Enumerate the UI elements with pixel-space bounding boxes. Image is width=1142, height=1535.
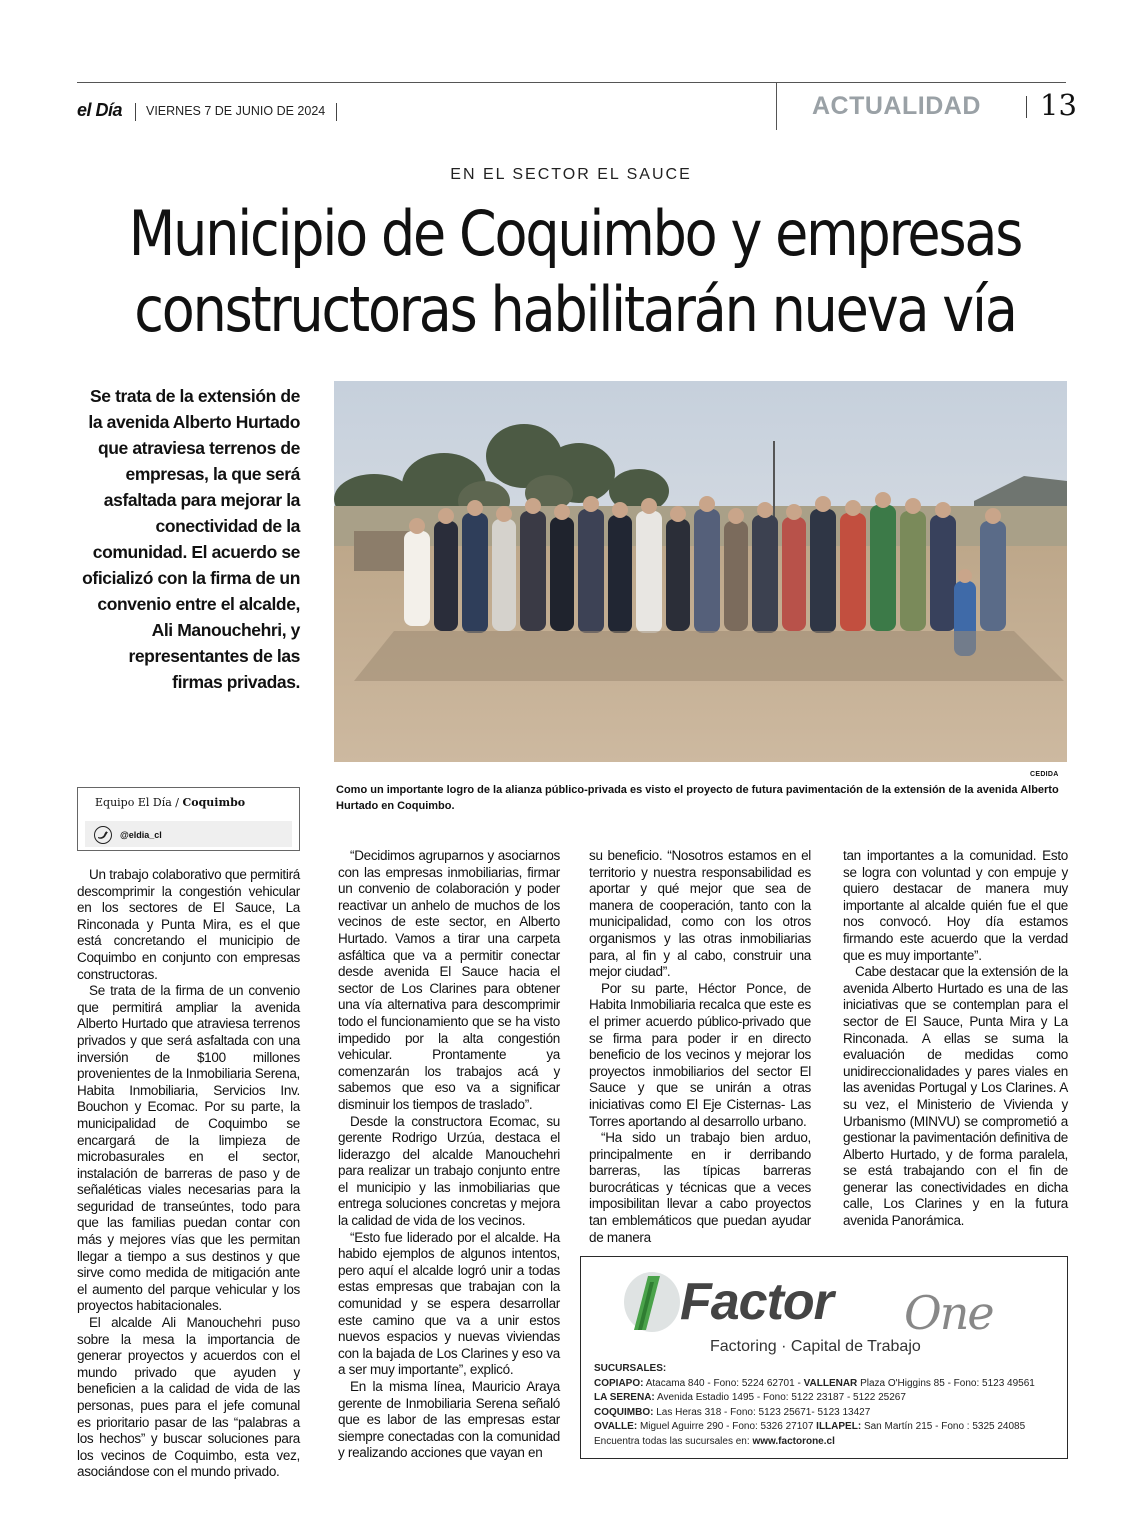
factor-one-logo-icon xyxy=(614,1268,684,1343)
article-column-4 xyxy=(843,848,1068,1230)
paragraph: Un trabajo colaborativo que permitirá descomprimir la congestión vehicular en los sectores de El Sauce, La Rinconada y Punta Mira, es el que está concretando el municipio de Coquimbo en conjunto con empresas constructoras. xyxy=(77,867,300,982)
paragraph: Por su parte, Héctor Ponce, de Habita Inmobiliaria recalca que este es el primer acuerdo público-privado que se firma para poder ir en directo beneficio de los vecinos y mejorar los proyectos inmobiliarios del sector El Sauce y que se unirán a otras iniciativas como El Eje Cisternas- Las Torres aportando al desarrollo urbano. xyxy=(589,980,811,1129)
headline-line: Municipio de Coquimbo y empresas xyxy=(128,197,1022,270)
byline-team: Equipo El Día / xyxy=(95,796,179,809)
headline-line: constructoras habilitarán nueva vía xyxy=(134,273,1016,346)
social-strip xyxy=(85,821,292,847)
header-divider xyxy=(336,103,337,121)
article-photo xyxy=(334,381,1067,762)
ad-logo-secondary: One xyxy=(904,1286,993,1340)
header-rule xyxy=(77,82,1066,83)
twitter-icon xyxy=(94,826,112,844)
branch-city: VALLENAR xyxy=(803,1377,858,1389)
ad-branches xyxy=(594,1362,1054,1450)
paragraph: tan importantes a la comunidad. Esto se logra con voluntad y con empuje y quiero destacar de manera muy importante al alcalde quién fue el que nos convocó. Hoy día estamos firmando este acuerdo que la verdad que es muy importante”. xyxy=(843,848,1068,963)
branch-info: Plaza O'Higgins 85 - Fono: 5123 49561 xyxy=(860,1377,1035,1389)
paragraph: su beneficio. “Nosotros estamos en el territorio y nuestra responsabilidad es aportar y qué mejor que sea de manera de cooperación, tanto con la municipalidad, como con los otros organismos y las otras inmobiliarias para, al fin y al cabo, construir una mejor ciudad”. xyxy=(589,848,811,980)
paragraph: Desde la constructora Ecomac, su gerente Rodrigo Urzúa, destaca el liderazgo del alcalde Manouchehri para realizar un trabajo conjunto entre el municipio y las inmobiliarias que entrega soluciones concretas y mejora la calidad de vida de los vecinos. xyxy=(338,1113,560,1229)
paragraph: Cabe destacar que la extensión de la avenida Alberto Hurtado es una de las iniciativas que se contemplan para el sector de El Sauce, Punta Mira y La Rinconada. A ellas se suma la evaluación de medidas como unidireccionalidades y pares viales en las avenidas Portugal y Los Clarines. A su vez, el Ministerio de Vivienda y Urbanismo (MINVU) se comprometió a gestionar la pavimentación definitiva de Alberto Hurtado, y de forma paralela, se está trabajando con el fin de generar las conectividades en dicha calle, Los Clarines y en la futura avenida Panorámica. xyxy=(843,964,1068,1229)
branch-city: COQUIMBO: xyxy=(594,1406,654,1418)
article-headline xyxy=(127,196,1023,348)
byline xyxy=(95,796,245,809)
article-column-2 xyxy=(338,848,560,1462)
article-lead: Se trata de la extensión de la avenida Alberto Hurtado que atraviesa terrenos de empresas, la que será asfaltada para mejorar la conectividad de la comunidad. El acuerdo se oficializó con la firma de un convenio entre el alcalde, Ali Manouchehri, y representantes de las firmas privadas. xyxy=(82,386,300,692)
issue-date: VIERNES 7 DE JUNIO DE 2024 xyxy=(146,104,326,118)
article-column-3 xyxy=(589,848,811,1246)
paragraph: Se trata de la firma de un convenio que permitirá ampliar la avenida Alberto Hurtado que atraviesa terrenos privados y que será asfaltada con una inversión de $100 millones provenientes de la Inmobiliaria Serena, Habita Inmobiliaria, Servicios Inv. Bouchon y Ecomac. Por su parte, la municipalidad de Coquimbo se encargará de la limpieza de microbasurales en el sector, instalación de barreras de paso y de señaléticas viales necesarias para la seguridad de transeúntes, todo para que las familias puedan contar con más y mejores vías que les permitan llegar a tiempo a sus destinos y que sirve como medida de mitigación ante el aumento del parque vehicular y los proyectos habitacionales. xyxy=(77,983,300,1314)
byline-city: Coquimbo xyxy=(182,796,246,809)
branch-city: ILLAPEL: xyxy=(816,1421,862,1433)
section-name: ACTUALIDAD xyxy=(812,92,981,120)
newspaper-brand: el Día xyxy=(77,100,123,120)
paragraph: El alcalde Ali Manouchehri puso sobre la mesa la importancia de generar proyectos y acuerdos con el mundo privado que ayuden y beneficien a la calidad de vida de las personas, pues para el jefe comunal es prioritario pasar de las “palabras a los hechos” y buscar soluciones para los vecinos de Coquimbo, esta vez, asociándose con el mundo privado. xyxy=(77,1315,300,1480)
article-column-1 xyxy=(77,867,300,1481)
header-divider xyxy=(1026,96,1027,118)
branch-info: Avenida Estadio 1495 - Fono: 5122 23187 - 5122 25267 xyxy=(656,1392,906,1404)
header-divider xyxy=(135,103,136,121)
group-photo-illustration xyxy=(334,381,1067,762)
branch-city: COPIAPO: xyxy=(594,1377,644,1389)
branch-info: Miguel Aguirre 290 - Fono: 5326 27107 xyxy=(639,1421,814,1433)
branch-info: Las Heras 318 - Fono: 5123 25671- 5123 13427 xyxy=(656,1406,871,1418)
ad-website-link[interactable]: www.factorone.cl xyxy=(752,1435,835,1447)
paragraph: “Esto fue liderado por el alcalde. Ha habido ejemplos de algunos intentos, pero aquí el alcalde logró unir a todas estas empresas que trabajan con la comunidad y se espera desarrollar este camino que va a unir estos nuevos espacios y nuevas viviendas con la bajada de Los Clarines y eso va a ser muy importante”, explicó. xyxy=(338,1229,560,1378)
page-number: 13 xyxy=(1040,88,1077,122)
branch-info: Atacama 840 - Fono: 5224 62701 - xyxy=(645,1377,801,1389)
paragraph: “Decidimos agruparnos y asociarnos con las empresas inmobiliarias, firmar un convenio de colaboración y poder reactivar un anhelo de muchos de los vecinos de este sector, en Alberto Hurtado. Vamos a tirar una carpeta asfáltica que va a permitir conectar desde avenida El Sauce hacia el sector de Los Clarines para obtener una vía alternativa para descomprimir todo el funcionamiento que se ha visto impedido por la alta congestión vehicular. Prontamente ya comenzarán los trabajos acá y sabemos que eso va a significar disminuir los tiempos de traslado”. xyxy=(338,848,560,1112)
ad-heading: SUCURSALES: xyxy=(594,1363,667,1374)
photo-caption: Como un importante logro de la alianza público-privada es visto el proyecto de futura pavimentación de la extensión de la avenida Alberto Hurtado en Coquimbo. xyxy=(336,784,1059,812)
ad-logo-text: Factor xyxy=(680,1273,833,1331)
ad-tagline: Factoring · Capital de Trabajo xyxy=(710,1338,921,1355)
branch-city: OVALLE: xyxy=(594,1421,638,1433)
paragraph: En la misma línea, Mauricio Araya gerente de Inmobiliaria Serena señaló que es labor de las empresas estar siempre conectadas con la comunidad y realizando acciones que vayan en xyxy=(338,1379,560,1461)
branch-info: Encuentra todas las sucursales en: xyxy=(594,1435,750,1447)
paragraph: “Ha sido un trabajo bien arduo, principalmente en ir derribando barreras, las típicas barreras burocráticas y técnicas que a veces imposibilitan llevar a cabo proyectos tan emblemáticos que puedan ayudar de manera xyxy=(589,1130,811,1245)
article-kicker: EN EL SECTOR EL SAUCE xyxy=(450,166,692,183)
branch-info: San Martín 215 - Fono : 5325 24085 xyxy=(863,1421,1026,1433)
photo-credit: CEDIDA xyxy=(1030,771,1059,778)
branch-city: LA SERENA: xyxy=(594,1392,655,1404)
header-vertical-rule xyxy=(776,82,777,130)
social-handle: @eldia_cl xyxy=(120,830,162,840)
